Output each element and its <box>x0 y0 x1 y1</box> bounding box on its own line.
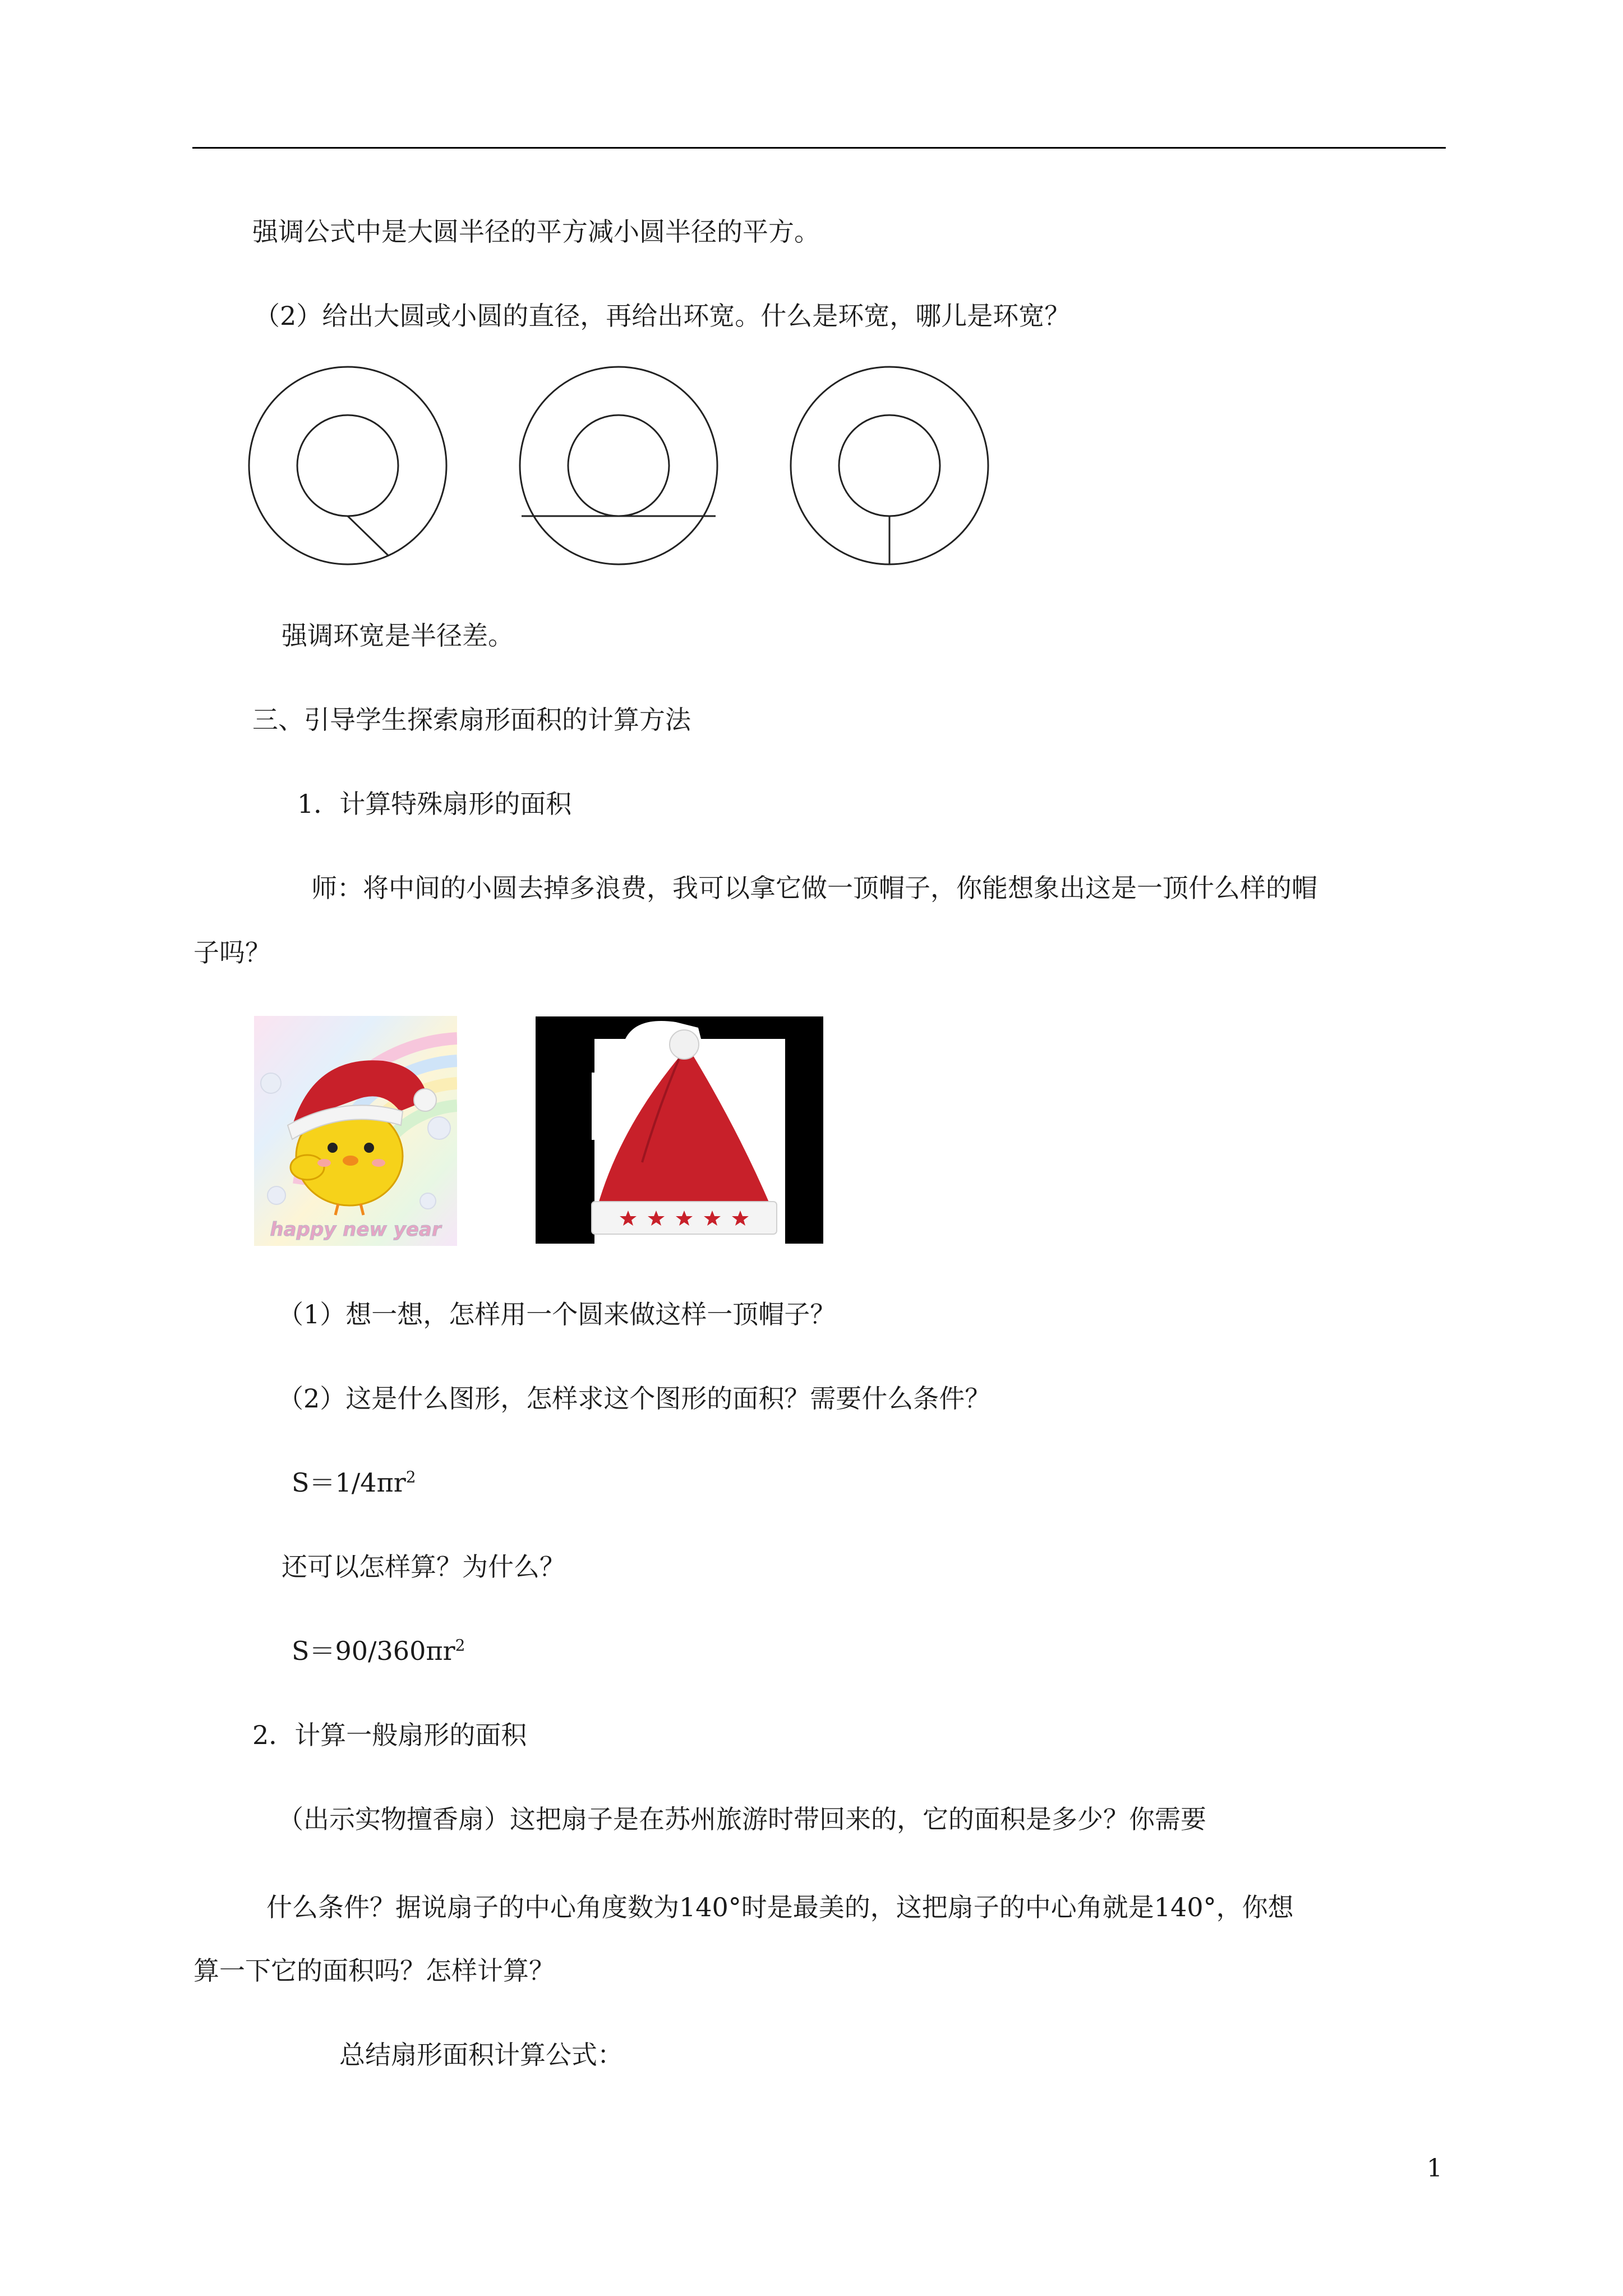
header-rule <box>192 147 1446 149</box>
subsection-heading: 2．计算一般扇形的面积 <box>252 1720 527 1750</box>
section-heading: 三、引导学生探索扇形面积的计算方法 <box>252 705 691 735</box>
annulus-diagram-radius <box>249 367 446 564</box>
formula-base: S＝90/360πr <box>292 1636 455 1666</box>
paragraph: 总结扇形面积计算公式： <box>339 2040 623 2070</box>
formula-base: S＝1/4πr <box>292 1467 406 1498</box>
annulus-diagrams <box>247 365 998 578</box>
formula <box>292 1634 465 1668</box>
page-number: 1 <box>1427 2154 1442 2183</box>
question: （1）想一想，怎样用一个圆来做这样一顶帽子？ <box>278 1299 836 1329</box>
paragraph: （出示实物擅香扇）这把扇子是在苏州旅游时带回来的，它的面积是多少？你需要 <box>278 1804 1206 1834</box>
annulus-diagram-vertical <box>791 367 988 564</box>
santa-hat-image <box>536 1016 823 1244</box>
paragraph: 强调环宽是半径差。 <box>282 620 514 651</box>
paragraph: 强调公式中是大圆半径的平方减小圆半径的平方。 <box>252 217 820 247</box>
paragraph: 师：将中间的小圆去掉多浪费，我可以拿它做一顶帽子，你能想象出这是一顶什么样的帽 <box>311 873 1317 903</box>
paragraph: 子吗？ <box>193 937 271 968</box>
formula-exponent: 2 <box>455 1636 465 1655</box>
paragraph: 什么条件？据说扇子的中心角度数为140°时是最美的，这把扇子的中心角就是140°，你想 <box>266 1892 1294 1922</box>
annulus-diagram-chord <box>520 367 717 564</box>
formula <box>292 1466 416 1499</box>
chick-santa-hat-image <box>254 1016 457 1246</box>
chick-caption: happy new year <box>270 1218 441 1241</box>
subsection-heading: 1．计算特殊扇形的面积 <box>297 789 572 819</box>
paragraph: 还可以怎样算？为什么？ <box>282 1552 565 1582</box>
formula-exponent: 2 <box>405 1467 416 1487</box>
paragraph: 算一下它的面积吗？怎样计算？ <box>193 1955 555 1986</box>
paragraph: （2）给出大圆或小圆的直径，再给出环宽。什么是环宽，哪儿是环宽？ <box>254 301 1071 331</box>
question: （2）这是什么图形，怎样求这个图形的面积？需要什么条件？ <box>278 1383 991 1414</box>
